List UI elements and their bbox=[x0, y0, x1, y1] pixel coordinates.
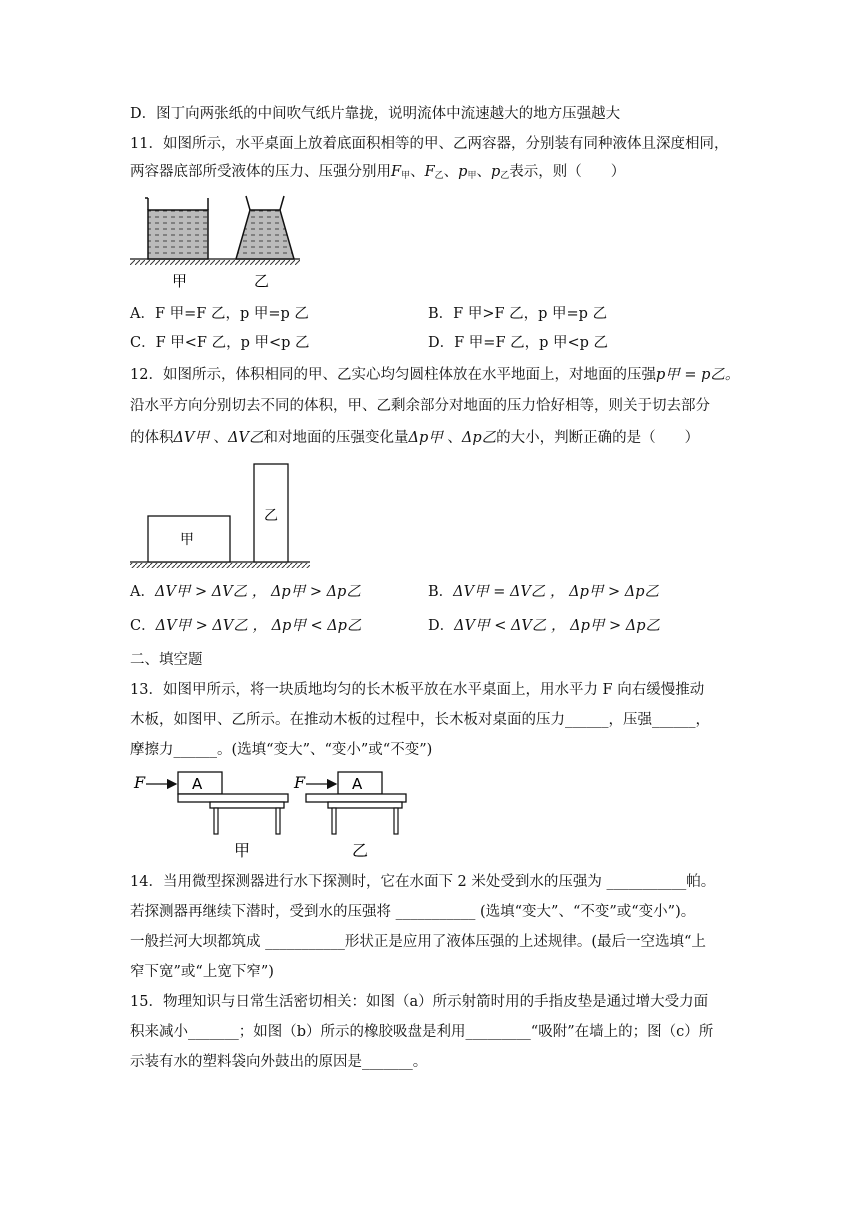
q13-fig-label-jia: 甲 bbox=[234, 841, 251, 860]
q12-option-a[interactable]: A．ΔV甲 > ΔV乙 ， Δp甲 > Δp乙 bbox=[130, 584, 361, 600]
q13-block-label-jia: A bbox=[192, 775, 203, 793]
q11-option-b[interactable]: B．F 甲>F 乙，p 甲=p 乙 bbox=[428, 306, 608, 322]
section-title-fill-blank: 二、填空题 bbox=[130, 652, 203, 668]
q11-line2: 两容器底部所受液体的压力、压强分别用$F_甲$、$F_乙$、$p_甲$、$p_乙$表示，则（ ） bbox=[130, 164, 626, 181]
q11-fig-label-jia: 甲 bbox=[172, 272, 188, 290]
q12-option-b[interactable]: B．ΔV甲 = ΔV乙 ， Δp甲 > Δp乙 bbox=[428, 584, 660, 600]
q12-line1: 12．如图所示，体积相同的甲、乙实心均匀圆柱体放在水平地面上，对地面的压强p甲 = p乙。 bbox=[130, 367, 740, 383]
q11-containers-figure bbox=[130, 190, 300, 295]
q12-fig-label-jia: 甲 bbox=[180, 532, 194, 548]
q11-option-a[interactable]: A．F 甲=F 乙，p 甲=p 乙 bbox=[130, 306, 309, 322]
q12-option-d[interactable]: D．ΔV甲 < ΔV乙 ， Δp甲 > Δp乙 bbox=[428, 618, 660, 634]
q14-line1: 14．当用微型探测器进行水下探测时，它在水面下 2 米处受到水的压强为 ___________帕。 bbox=[130, 874, 716, 890]
q14-line4: 窄下宽”或“上宽下窄”) bbox=[130, 964, 274, 980]
q14-line2: 若探测器再继续下潜时，受到水的压强将 ___________ (选填“变大”、“不变”或“变小”)。 bbox=[130, 904, 696, 920]
q13-force-label-yi: F bbox=[294, 773, 306, 792]
q13-line2: 木板，如图甲、乙所示。在推动木板的过程中，长木板对桌面的压力______，压强______， bbox=[130, 712, 710, 728]
q12-line2: 沿水平方向分别切去不同的体积，甲、乙剩余部分对地面的压力恰好相等，则关于切去部分 bbox=[130, 398, 710, 414]
q11-option-c[interactable]: C．F 甲<F 乙，p 甲<p 乙 bbox=[130, 335, 310, 351]
q13-force-label-jia: F bbox=[134, 773, 146, 792]
q12-line3: 的体积ΔV甲 、ΔV乙和对地面的压强变化量Δp甲 、Δp乙的大小，判断正确的是（ ） bbox=[130, 430, 700, 446]
q10-option-d: D．图丁向两张纸的中间吹气纸片靠拢，说明流体中流速越大的地方压强越大 bbox=[130, 106, 621, 122]
q14-line3: 一般拦河大坝都筑成 ___________形状正是应用了液体压强的上述规律。(最后一空选填“上 bbox=[130, 934, 706, 950]
container-jia bbox=[148, 210, 208, 259]
q15-line1: 15．物理知识与日常生活密切相关：如图（a）所示射箭时用的手指皮垫是通过增大受力面 bbox=[130, 994, 709, 1010]
q13-line1: 13．如图甲所示，将一块质地均匀的长木板平放在水平桌面上，用水平力 F 向右缓慢推动 bbox=[130, 682, 705, 698]
q13-block-label-yi: A bbox=[352, 775, 363, 793]
q13-line3: 摩擦力______。(选填“变大”、“变小”或“不变”) bbox=[130, 742, 433, 758]
q13-board-figure bbox=[130, 766, 420, 862]
q15-line2: 积来减小_______；如图（b）所示的橡胶吸盘是利用_________“吸附”在墙上的；图（c）所 bbox=[130, 1024, 714, 1040]
q12-cylinders-figure bbox=[130, 460, 310, 570]
q12-fig-label-yi: 乙 bbox=[264, 508, 278, 524]
q11-option-d[interactable]: D．F 甲=F 乙，p 甲<p 乙 bbox=[428, 335, 609, 351]
container-yi bbox=[236, 210, 294, 259]
q11-fig-label-yi: 乙 bbox=[254, 272, 270, 290]
q12-option-c[interactable]: C．ΔV甲 > ΔV乙 ， Δp甲 < Δp乙 bbox=[130, 618, 362, 634]
q13-fig-label-yi: 乙 bbox=[352, 841, 369, 860]
q15-line3: 示装有水的塑料袋向外鼓出的原因是_______。 bbox=[130, 1054, 428, 1070]
q11-line1: 11．如图所示，水平桌面上放着底面积相等的甲、乙两容器，分别装有同种液体且深度相同， bbox=[130, 136, 729, 152]
